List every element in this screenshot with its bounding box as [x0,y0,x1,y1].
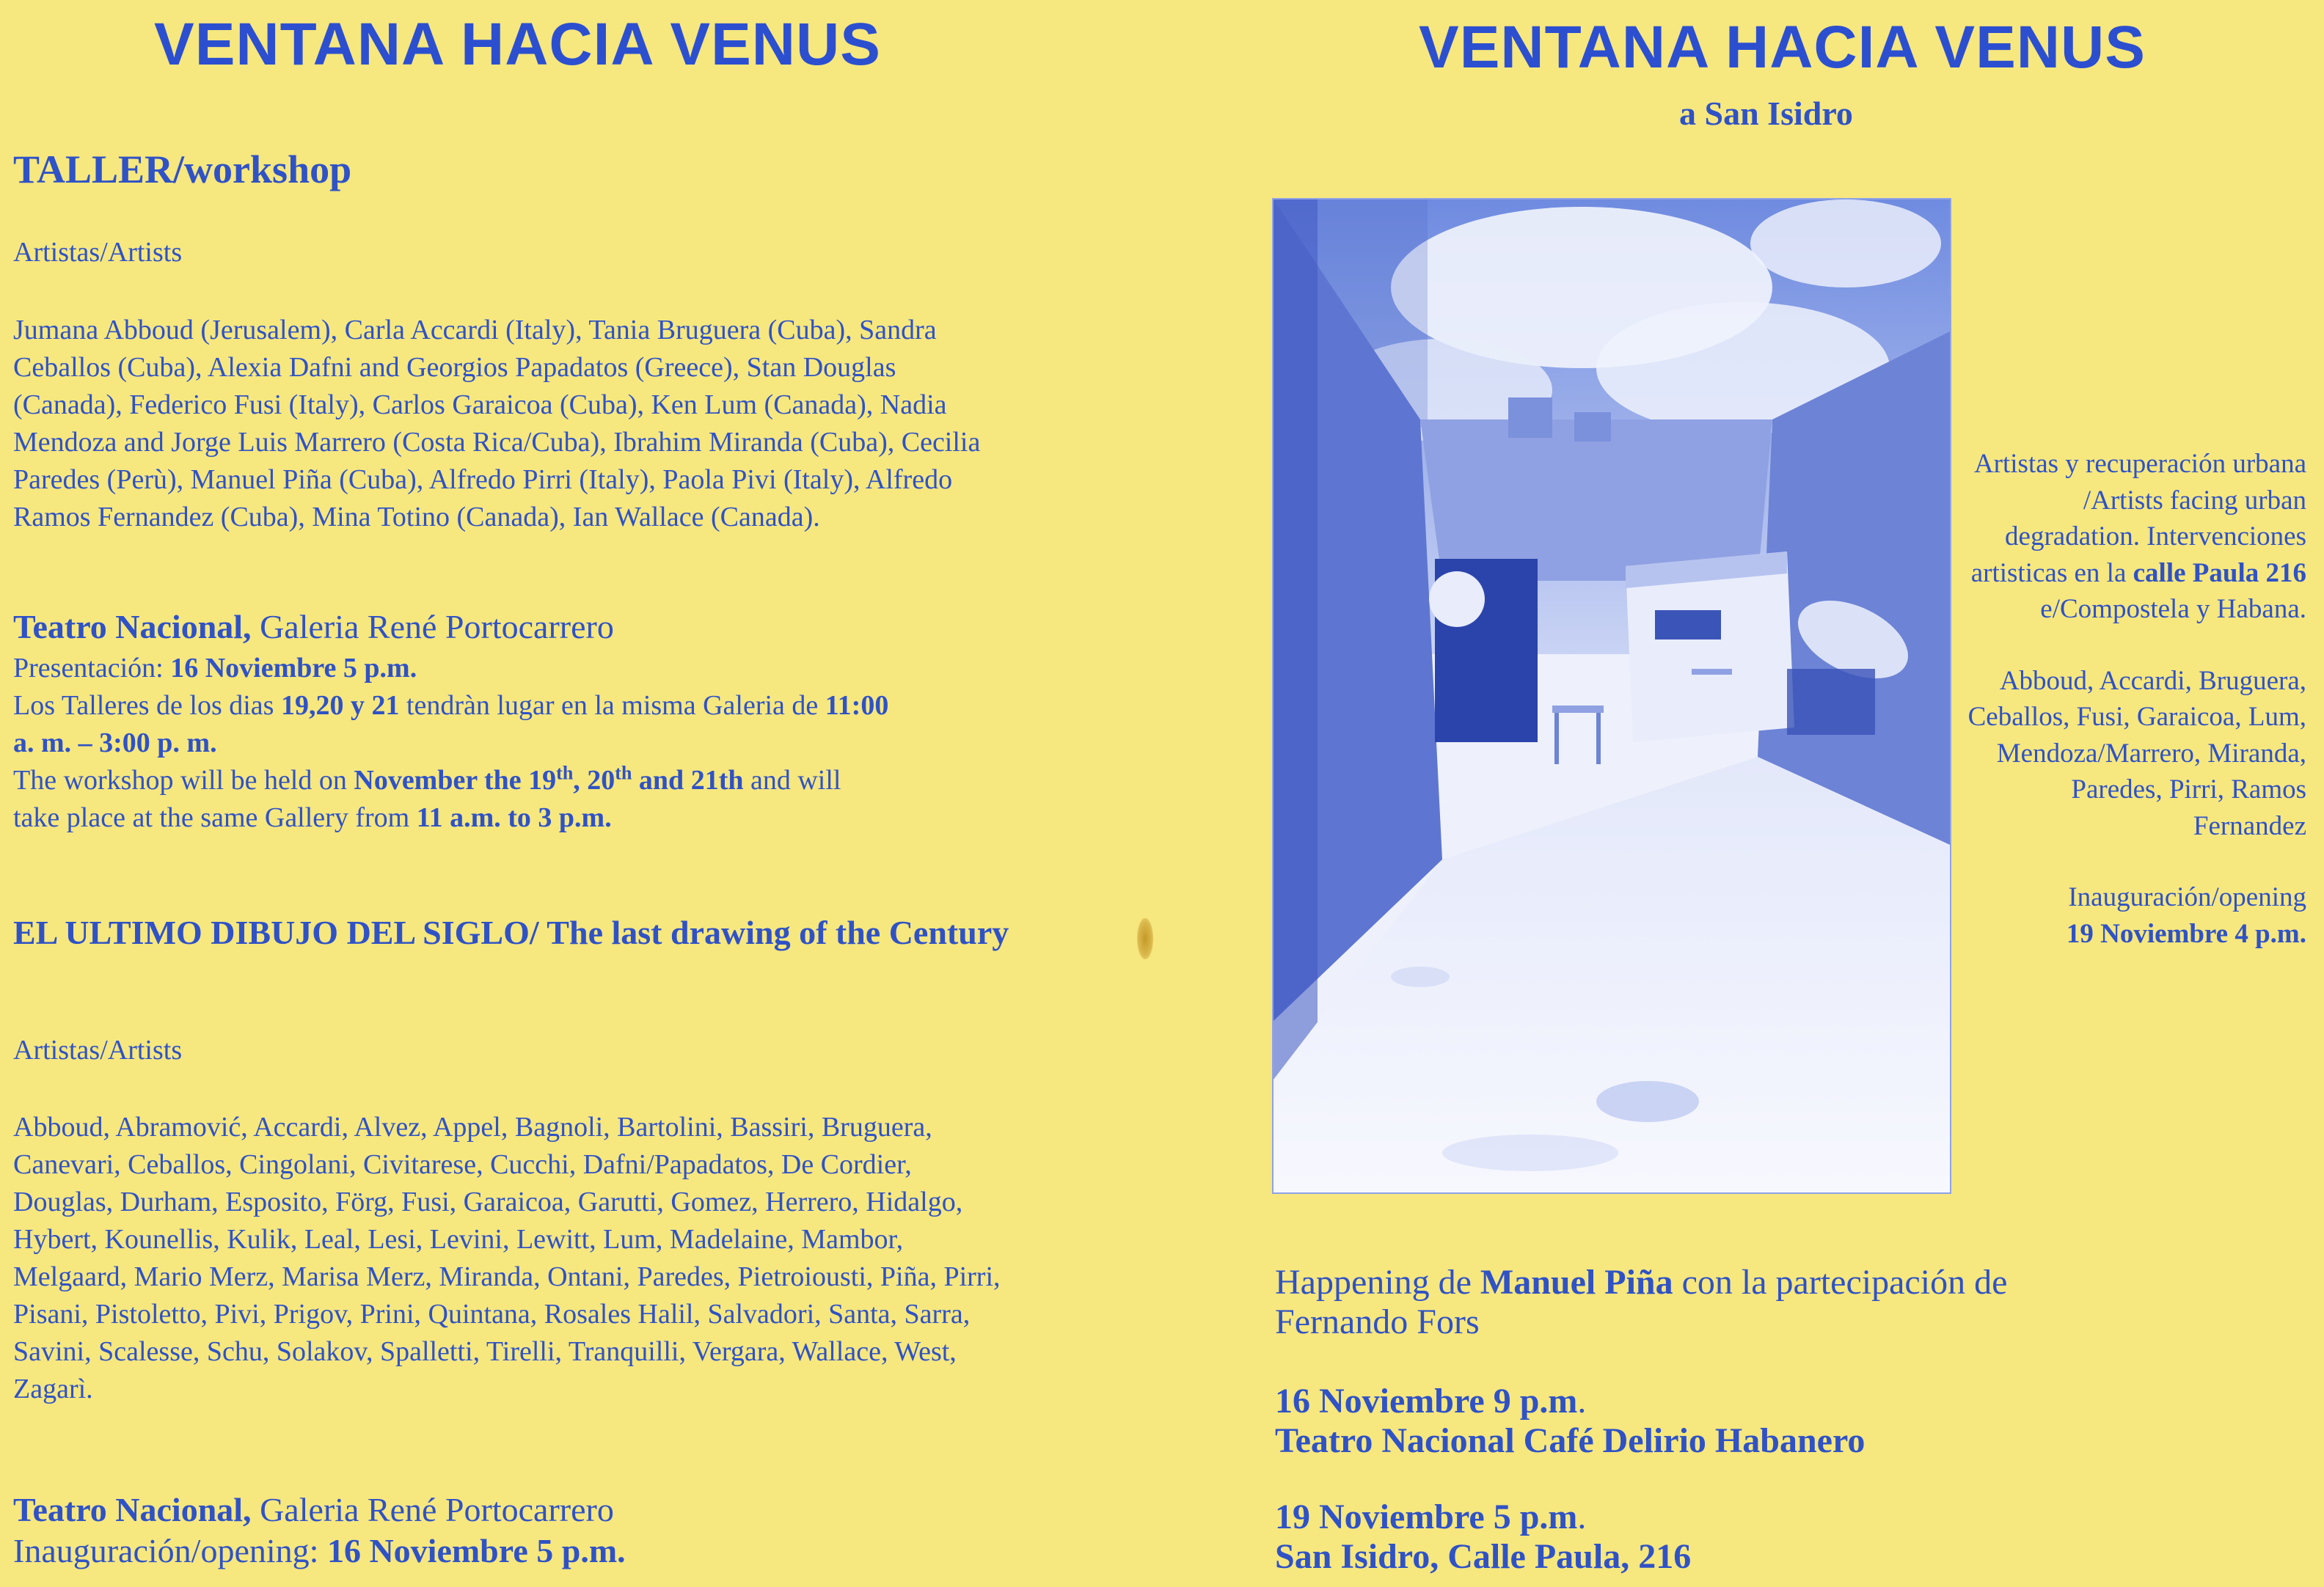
left-title: VENTANA HACIA VENUS [154,11,881,78]
sidebar-info [1962,446,2306,987]
workshop-artists-label: Artistas/Artists [13,237,183,268]
talleres-line: Los Talleres de los dias 19,20 y 21 tendràn lugar en la misma Galeria de 11:00 [13,690,889,721]
courtyard-photo [1272,198,1951,1194]
happening-line: Happening de Manuel Piña con la partecipación de Fernando Fors [1275,1263,2008,1341]
workshop-artists-list: Jumana Abboud (Jerusalem), Carla Accardi (Italy), Tania Bruguera (Cuba), Sandra Ceballos (Cuba), Alexia Dafni and Georgios Papadatos (Greece), Stan Douglas (Canada), Federico Fusi (Italy), Carlos Garaicoa (Cuba), Ken Lum (Canada), Nadia Mendoza and Jorge Luis Marrero (Costa Rica/Cuba), Ibrahim Miranda (Cuba), Cecilia Paredes (Perù), Manuel Piña (Cuba), Alfredo Pirri (Italy), Paola Pivi (Italy), Alfredo Ramos Fernandez (Cuba), Mina Totino (Canada), Ian Wallace (Canada). [13,315,981,532]
workshop-heading: TALLER/workshop [13,147,352,191]
drawing-opening: Inauguración/opening: 16 Noviembre 5 p.m. [13,1532,626,1569]
sidebar-intro: Artistas y recuperación urbana /Artists facing urban degradation. Intervenciones artisticas en la calle Paula 216 e/Compostela y Habana. [1970,449,2306,624]
event-item: 16 Noviembre 9 p.m. Teatro Nacional Café Delirio Habanero [1275,1382,1866,1460]
workshop-dates-line: The workshop will be held on November the 19th, 20th and 21th and will [13,762,841,796]
drawing-heading: EL ULTIMO DIBUJO DEL SIGLO/ The last drawing of the Century [13,914,1009,951]
drawing-artists-label: Artistas/Artists [13,1035,183,1066]
right-panel [1162,0,2324,1587]
sidebar-artists: Abboud, Accardi, Bruguera, Ceballos, Fusi, Garaicoa, Lum, Mendoza/Marrero, Miranda, Paredes, Pirri, Ramos Fernandez [1967,665,2306,841]
right-subtitle: a San Isidro [1679,95,1853,132]
event-item: 19 Noviembre 5 p.m. San Isidro, Calle Paula, 216 [1275,1498,1692,1576]
workshop-schedule [13,650,1040,837]
drawing-venue: Teatro Nacional, Galeria René Portocarrero [13,1491,614,1528]
presentation-line: Presentación: 16 Noviembre 5 p.m. [13,653,417,683]
fold-mark [1137,918,1153,959]
right-title: VENTANA HACIA VENUS [1419,14,2146,81]
workshop-venue: Teatro Nacional, Galeria René Portocarrero [13,608,614,645]
talleres-hours-line: a. m. – 3:00 p. m. [13,727,217,758]
workshop-hours-line: take place at the same Gallery from 11 a.m. to 3 p.m. [13,802,612,833]
sidebar-opening: Inauguración/opening 19 Noviembre 4 p.m. [2066,882,2306,949]
drawing-artists-list: Abboud, Abramović, Accardi, Alvez, Appel, Bagnoli, Bartolini, Bassiri, Bruguera, Canevari, Ceballos, Cingolani, Civitarese, Cucchi, Dafni/Papadatos, De Cordier, Douglas, Durham, Esposito, Förg, Fusi, Garaicoa, Garutti, Gomez, Herrero, Hidalgo, Hybert, Kounellis, Kulik, Leal, Lesi, Levini, Lewitt, Lum, Madelaine, Mambor, Melgaard, Mario Merz, Marisa Merz, Miranda, Ontani, Paredes, Pietroiousti, Piña, Pirri, Pisani, Pistoletto, Pivi, Prigov, Prini, Quintana, Rosales Halil, Salvadori, Santa, Sarra, Savini, Scalesse, Schu, Solakov, Spalletti, Tirelli, Tranquilli, Vergara, Wallace, West, Zagarì. [13,1112,1001,1404]
